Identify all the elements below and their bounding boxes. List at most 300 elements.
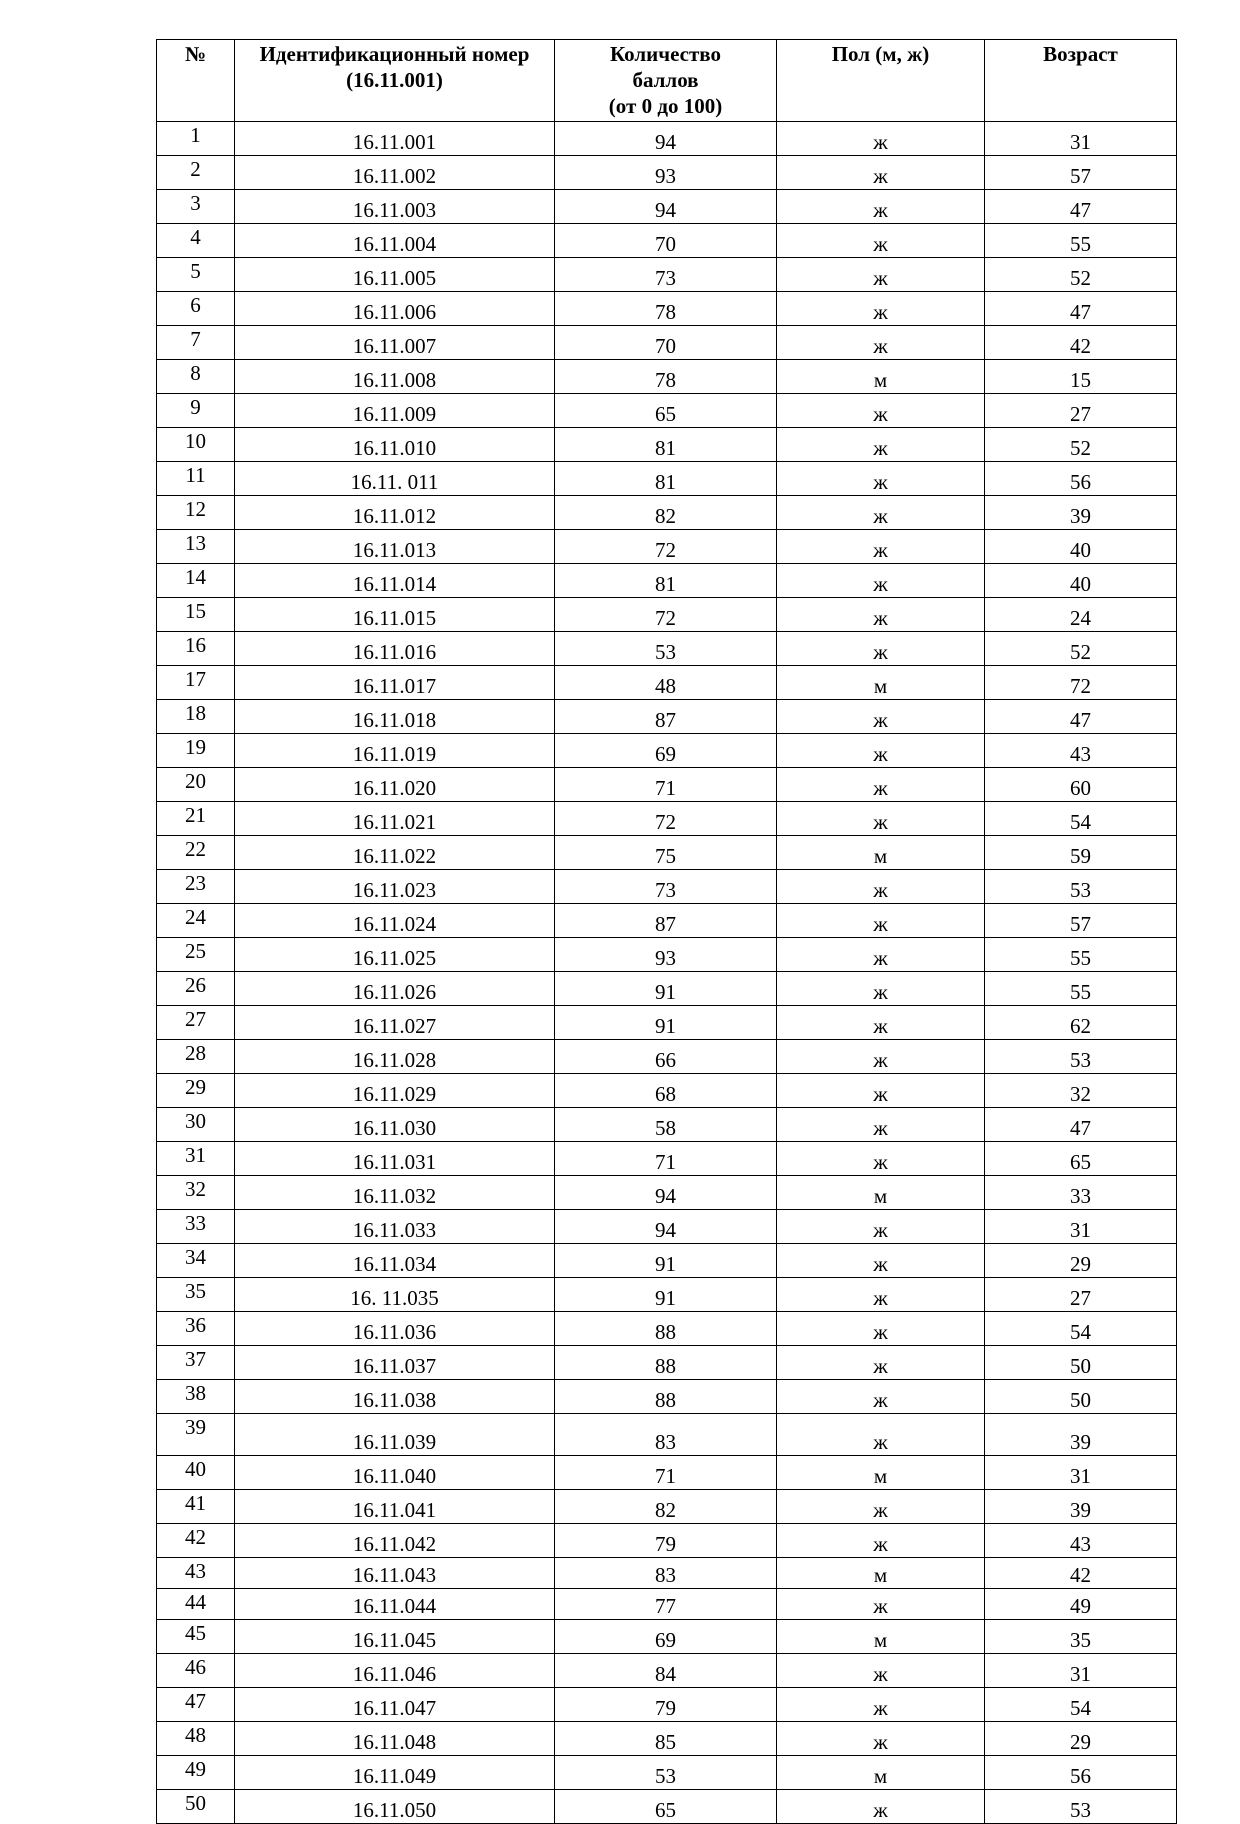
row-number-cell: 13 xyxy=(157,530,235,564)
score-cell: 94 xyxy=(555,122,777,156)
age-cell: 24 xyxy=(985,598,1177,632)
id-cell: 16.11.039 xyxy=(235,1414,555,1456)
row-number-cell: 50 xyxy=(157,1790,235,1824)
table-row xyxy=(157,360,1177,394)
id-cell: 16.11.001 xyxy=(235,122,555,156)
age-cell: 42 xyxy=(985,326,1177,360)
id-cell: 16.11.034 xyxy=(235,1244,555,1278)
row-number-cell: 20 xyxy=(157,768,235,802)
age-cell: 40 xyxy=(985,564,1177,598)
row-number-cell: 14 xyxy=(157,564,235,598)
row-number-cell: 36 xyxy=(157,1312,235,1346)
age-cell: 53 xyxy=(985,870,1177,904)
score-cell: 94 xyxy=(555,190,777,224)
age-cell: 39 xyxy=(985,496,1177,530)
age-cell: 53 xyxy=(985,1040,1177,1074)
sex-cell: м xyxy=(777,1558,985,1589)
table-row xyxy=(157,496,1177,530)
sex-cell: ж xyxy=(777,1524,985,1558)
sex-cell: ж xyxy=(777,972,985,1006)
row-number-cell: 3 xyxy=(157,190,235,224)
score-cell: 83 xyxy=(555,1414,777,1456)
table-row xyxy=(157,1558,1177,1589)
table-row xyxy=(157,904,1177,938)
score-cell: 87 xyxy=(555,904,777,938)
sex-cell: ж xyxy=(777,462,985,496)
row-number-cell: 11 xyxy=(157,462,235,496)
id-cell: 16.11.012 xyxy=(235,496,555,530)
score-cell: 94 xyxy=(555,1210,777,1244)
table-row xyxy=(157,1040,1177,1074)
row-number-cell: 28 xyxy=(157,1040,235,1074)
row-number-cell: 33 xyxy=(157,1210,235,1244)
id-cell: 16.11.021 xyxy=(235,802,555,836)
age-cell: 53 xyxy=(985,1790,1177,1824)
score-cell: 72 xyxy=(555,802,777,836)
age-cell: 56 xyxy=(985,462,1177,496)
sex-cell: ж xyxy=(777,768,985,802)
score-cell: 81 xyxy=(555,462,777,496)
table-row xyxy=(157,1312,1177,1346)
age-cell: 54 xyxy=(985,1688,1177,1722)
age-cell: 54 xyxy=(985,1312,1177,1346)
sex-cell: ж xyxy=(777,632,985,666)
age-cell: 47 xyxy=(985,292,1177,326)
age-cell: 55 xyxy=(985,224,1177,258)
score-cell: 82 xyxy=(555,1490,777,1524)
sex-cell: ж xyxy=(777,938,985,972)
score-cell: 70 xyxy=(555,326,777,360)
age-cell: 29 xyxy=(985,1722,1177,1756)
sex-cell: ж xyxy=(777,1040,985,1074)
id-cell: 16.11. 011 xyxy=(235,462,555,496)
row-number-cell: 38 xyxy=(157,1380,235,1414)
score-cell: 84 xyxy=(555,1654,777,1688)
header-score-line1: Количество xyxy=(609,42,722,66)
sex-cell: ж xyxy=(777,870,985,904)
age-cell: 47 xyxy=(985,700,1177,734)
row-number-cell: 37 xyxy=(157,1346,235,1380)
row-number-cell: 19 xyxy=(157,734,235,768)
age-cell: 56 xyxy=(985,1756,1177,1790)
sex-cell: ж xyxy=(777,394,985,428)
score-cell: 91 xyxy=(555,1278,777,1312)
score-cell: 83 xyxy=(555,1558,777,1589)
id-cell: 16.11.050 xyxy=(235,1790,555,1824)
score-cell: 79 xyxy=(555,1524,777,1558)
row-number-cell: 46 xyxy=(157,1654,235,1688)
score-cell: 71 xyxy=(555,1142,777,1176)
header-row xyxy=(157,40,1177,122)
score-cell: 88 xyxy=(555,1380,777,1414)
table-row xyxy=(157,1346,1177,1380)
sex-cell: ж xyxy=(777,1074,985,1108)
row-number-cell: 32 xyxy=(157,1176,235,1210)
table-row xyxy=(157,1278,1177,1312)
age-cell: 27 xyxy=(985,394,1177,428)
sex-cell: м xyxy=(777,1620,985,1654)
row-number-cell: 22 xyxy=(157,836,235,870)
score-cell: 87 xyxy=(555,700,777,734)
table-row xyxy=(157,190,1177,224)
header-sex: Пол (м, ж) xyxy=(777,40,985,122)
table-row xyxy=(157,1176,1177,1210)
id-cell: 16.11.036 xyxy=(235,1312,555,1346)
id-cell: 16.11.024 xyxy=(235,904,555,938)
score-cell: 53 xyxy=(555,632,777,666)
sex-cell: ж xyxy=(777,734,985,768)
row-number-cell: 25 xyxy=(157,938,235,972)
sex-cell: ж xyxy=(777,122,985,156)
id-cell: 16.11.048 xyxy=(235,1722,555,1756)
score-cell: 69 xyxy=(555,1620,777,1654)
age-cell: 47 xyxy=(985,190,1177,224)
row-number-cell: 7 xyxy=(157,326,235,360)
score-cell: 88 xyxy=(555,1346,777,1380)
sex-cell: ж xyxy=(777,598,985,632)
sex-cell: ж xyxy=(777,156,985,190)
table-row xyxy=(157,632,1177,666)
age-cell: 57 xyxy=(985,904,1177,938)
id-cell: 16.11.023 xyxy=(235,870,555,904)
table-row xyxy=(157,734,1177,768)
row-number-cell: 47 xyxy=(157,1688,235,1722)
age-cell: 55 xyxy=(985,972,1177,1006)
table-row xyxy=(157,700,1177,734)
age-cell: 52 xyxy=(985,258,1177,292)
row-number-cell: 15 xyxy=(157,598,235,632)
table-body xyxy=(157,122,1177,1824)
age-cell: 50 xyxy=(985,1346,1177,1380)
row-number-cell: 39 xyxy=(157,1414,235,1456)
table-row xyxy=(157,1654,1177,1688)
age-cell: 59 xyxy=(985,836,1177,870)
score-cell: 71 xyxy=(555,768,777,802)
row-number-cell: 45 xyxy=(157,1620,235,1654)
table-row xyxy=(157,1244,1177,1278)
sex-cell: ж xyxy=(777,1108,985,1142)
sex-cell: ж xyxy=(777,1006,985,1040)
age-cell: 43 xyxy=(985,734,1177,768)
score-cell: 93 xyxy=(555,938,777,972)
sex-cell: ж xyxy=(777,496,985,530)
table-row xyxy=(157,802,1177,836)
id-cell: 16.11.026 xyxy=(235,972,555,1006)
score-cell: 88 xyxy=(555,1312,777,1346)
table-row xyxy=(157,1414,1177,1456)
score-cell: 93 xyxy=(555,156,777,190)
score-cell: 72 xyxy=(555,598,777,632)
sex-cell: ж xyxy=(777,1790,985,1824)
id-cell: 16.11.033 xyxy=(235,1210,555,1244)
age-cell: 49 xyxy=(985,1589,1177,1620)
id-cell: 16.11.009 xyxy=(235,394,555,428)
row-number-cell: 9 xyxy=(157,394,235,428)
id-cell: 16.11.049 xyxy=(235,1756,555,1790)
row-number-cell: 43 xyxy=(157,1558,235,1589)
row-number-cell: 24 xyxy=(157,904,235,938)
id-cell: 16.11.004 xyxy=(235,224,555,258)
table-row xyxy=(157,258,1177,292)
sex-cell: м xyxy=(777,360,985,394)
score-cell: 79 xyxy=(555,1688,777,1722)
age-cell: 60 xyxy=(985,768,1177,802)
row-number-cell: 2 xyxy=(157,156,235,190)
row-number-cell: 44 xyxy=(157,1589,235,1620)
id-cell: 16.11.032 xyxy=(235,1176,555,1210)
sex-cell: ж xyxy=(777,292,985,326)
sex-cell: ж xyxy=(777,700,985,734)
score-cell: 71 xyxy=(555,1456,777,1490)
table-row xyxy=(157,1456,1177,1490)
score-cell: 85 xyxy=(555,1722,777,1756)
sex-cell: ж xyxy=(777,1414,985,1456)
sex-cell: ж xyxy=(777,530,985,564)
header-age: Возраст xyxy=(985,40,1177,122)
row-number-cell: 29 xyxy=(157,1074,235,1108)
table-row xyxy=(157,1142,1177,1176)
id-cell: 16.11.013 xyxy=(235,530,555,564)
sex-cell: м xyxy=(777,1756,985,1790)
score-cell: 82 xyxy=(555,496,777,530)
score-cell: 70 xyxy=(555,224,777,258)
age-cell: 47 xyxy=(985,1108,1177,1142)
score-cell: 48 xyxy=(555,666,777,700)
age-cell: 65 xyxy=(985,1142,1177,1176)
row-number-cell: 10 xyxy=(157,428,235,462)
sex-cell: ж xyxy=(777,904,985,938)
sex-cell: м xyxy=(777,666,985,700)
id-cell: 16.11.005 xyxy=(235,258,555,292)
id-cell: 16.11.006 xyxy=(235,292,555,326)
id-cell: 16.11.020 xyxy=(235,768,555,802)
sex-cell: ж xyxy=(777,428,985,462)
id-cell: 16.11.014 xyxy=(235,564,555,598)
id-cell: 16.11.016 xyxy=(235,632,555,666)
table-row xyxy=(157,292,1177,326)
age-cell: 42 xyxy=(985,1558,1177,1589)
sex-cell: ж xyxy=(777,1490,985,1524)
row-number-cell: 30 xyxy=(157,1108,235,1142)
score-cell: 65 xyxy=(555,1790,777,1824)
table-row xyxy=(157,666,1177,700)
id-cell: 16.11.018 xyxy=(235,700,555,734)
score-cell: 81 xyxy=(555,564,777,598)
score-cell: 65 xyxy=(555,394,777,428)
age-cell: 50 xyxy=(985,1380,1177,1414)
sex-cell: ж xyxy=(777,1312,985,1346)
age-cell: 27 xyxy=(985,1278,1177,1312)
id-cell: 16.11.040 xyxy=(235,1456,555,1490)
row-number-cell: 21 xyxy=(157,802,235,836)
header-id-line1: Идентификационный номер xyxy=(259,42,530,66)
sex-cell: ж xyxy=(777,1654,985,1688)
id-cell: 16.11.002 xyxy=(235,156,555,190)
header-id xyxy=(235,40,555,122)
score-cell: 66 xyxy=(555,1040,777,1074)
id-cell: 16.11.037 xyxy=(235,1346,555,1380)
age-cell: 43 xyxy=(985,1524,1177,1558)
sex-cell: ж xyxy=(777,1380,985,1414)
score-cell: 58 xyxy=(555,1108,777,1142)
age-cell: 54 xyxy=(985,802,1177,836)
score-cell: 91 xyxy=(555,972,777,1006)
id-cell: 16.11.031 xyxy=(235,1142,555,1176)
table-row xyxy=(157,768,1177,802)
score-cell: 72 xyxy=(555,530,777,564)
score-cell: 81 xyxy=(555,428,777,462)
id-cell: 16.11.027 xyxy=(235,1006,555,1040)
table-row xyxy=(157,1210,1177,1244)
table-row xyxy=(157,122,1177,156)
score-cell: 69 xyxy=(555,734,777,768)
id-cell: 16.11.038 xyxy=(235,1380,555,1414)
id-cell: 16.11.041 xyxy=(235,1490,555,1524)
age-cell: 62 xyxy=(985,1006,1177,1040)
id-cell: 16.11.022 xyxy=(235,836,555,870)
row-number-cell: 8 xyxy=(157,360,235,394)
id-cell: 16.11.046 xyxy=(235,1654,555,1688)
row-number-cell: 27 xyxy=(157,1006,235,1040)
id-cell: 16.11.003 xyxy=(235,190,555,224)
row-number-cell: 12 xyxy=(157,496,235,530)
sex-cell: ж xyxy=(777,1210,985,1244)
age-cell: 52 xyxy=(985,428,1177,462)
age-cell: 52 xyxy=(985,632,1177,666)
age-cell: 57 xyxy=(985,156,1177,190)
age-cell: 32 xyxy=(985,1074,1177,1108)
table-row xyxy=(157,836,1177,870)
sex-cell: ж xyxy=(777,802,985,836)
table-row xyxy=(157,1790,1177,1824)
table-row xyxy=(157,1620,1177,1654)
row-number-cell: 5 xyxy=(157,258,235,292)
id-cell: 16.11.029 xyxy=(235,1074,555,1108)
score-cell: 53 xyxy=(555,1756,777,1790)
row-number-cell: 31 xyxy=(157,1142,235,1176)
score-cell: 75 xyxy=(555,836,777,870)
age-cell: 39 xyxy=(985,1414,1177,1456)
score-cell: 78 xyxy=(555,292,777,326)
row-number-cell: 34 xyxy=(157,1244,235,1278)
age-cell: 40 xyxy=(985,530,1177,564)
sex-cell: ж xyxy=(777,224,985,258)
score-cell: 73 xyxy=(555,258,777,292)
id-cell: 16. 11.035 xyxy=(235,1278,555,1312)
row-number-cell: 48 xyxy=(157,1722,235,1756)
age-cell: 35 xyxy=(985,1620,1177,1654)
table-row xyxy=(157,530,1177,564)
row-number-cell: 18 xyxy=(157,700,235,734)
sex-cell: м xyxy=(777,1176,985,1210)
score-cell: 94 xyxy=(555,1176,777,1210)
table-row xyxy=(157,394,1177,428)
age-cell: 31 xyxy=(985,1654,1177,1688)
id-cell: 16.11.010 xyxy=(235,428,555,462)
id-cell: 16.11.028 xyxy=(235,1040,555,1074)
header-score xyxy=(555,40,777,122)
score-cell: 78 xyxy=(555,360,777,394)
score-cell: 91 xyxy=(555,1006,777,1040)
id-cell: 16.11.045 xyxy=(235,1620,555,1654)
row-number-cell: 42 xyxy=(157,1524,235,1558)
id-cell: 16.11.017 xyxy=(235,666,555,700)
table-row xyxy=(157,1688,1177,1722)
row-number-cell: 6 xyxy=(157,292,235,326)
sex-cell: ж xyxy=(777,1722,985,1756)
sex-cell: ж xyxy=(777,1589,985,1620)
sex-cell: ж xyxy=(777,1278,985,1312)
id-cell: 16.11.025 xyxy=(235,938,555,972)
sex-cell: м xyxy=(777,1456,985,1490)
sex-cell: ж xyxy=(777,190,985,224)
table-row xyxy=(157,156,1177,190)
age-cell: 31 xyxy=(985,1456,1177,1490)
row-number-cell: 35 xyxy=(157,1278,235,1312)
sex-cell: ж xyxy=(777,326,985,360)
id-cell: 16.11.042 xyxy=(235,1524,555,1558)
table-row xyxy=(157,972,1177,1006)
header-score-line2: баллов xyxy=(632,68,699,92)
age-cell: 39 xyxy=(985,1490,1177,1524)
id-cell: 16.11.008 xyxy=(235,360,555,394)
row-number-cell: 40 xyxy=(157,1456,235,1490)
score-cell: 68 xyxy=(555,1074,777,1108)
row-number-cell: 41 xyxy=(157,1490,235,1524)
header-number: № xyxy=(157,40,235,122)
table-row xyxy=(157,1108,1177,1142)
row-number-cell: 26 xyxy=(157,972,235,1006)
id-cell: 16.11.007 xyxy=(235,326,555,360)
table-row xyxy=(157,1380,1177,1414)
sex-cell: ж xyxy=(777,258,985,292)
header-score-line3: (от 0 до 100) xyxy=(608,94,723,118)
header-id-line2: (16.11.001) xyxy=(346,68,443,92)
score-cell: 77 xyxy=(555,1589,777,1620)
table-row xyxy=(157,1589,1177,1620)
row-number-cell: 23 xyxy=(157,870,235,904)
age-cell: 33 xyxy=(985,1176,1177,1210)
row-number-cell: 49 xyxy=(157,1756,235,1790)
sex-cell: ж xyxy=(777,1244,985,1278)
table-row xyxy=(157,1722,1177,1756)
row-number-cell: 4 xyxy=(157,224,235,258)
table-row xyxy=(157,462,1177,496)
sex-cell: ж xyxy=(777,1142,985,1176)
id-cell: 16.11.030 xyxy=(235,1108,555,1142)
table-row xyxy=(157,598,1177,632)
row-number-cell: 16 xyxy=(157,632,235,666)
sex-cell: ж xyxy=(777,1688,985,1722)
sex-cell: ж xyxy=(777,1346,985,1380)
id-cell: 16.11.015 xyxy=(235,598,555,632)
id-cell: 16.11.044 xyxy=(235,1589,555,1620)
sex-cell: ж xyxy=(777,564,985,598)
age-cell: 31 xyxy=(985,122,1177,156)
age-cell: 15 xyxy=(985,360,1177,394)
table-row xyxy=(157,1524,1177,1558)
score-cell: 91 xyxy=(555,1244,777,1278)
age-cell: 55 xyxy=(985,938,1177,972)
scores-table xyxy=(156,39,1177,1824)
table-row xyxy=(157,870,1177,904)
id-cell: 16.11.047 xyxy=(235,1688,555,1722)
age-cell: 31 xyxy=(985,1210,1177,1244)
score-cell: 73 xyxy=(555,870,777,904)
row-number-cell: 1 xyxy=(157,122,235,156)
table-row xyxy=(157,938,1177,972)
table-row xyxy=(157,1006,1177,1040)
